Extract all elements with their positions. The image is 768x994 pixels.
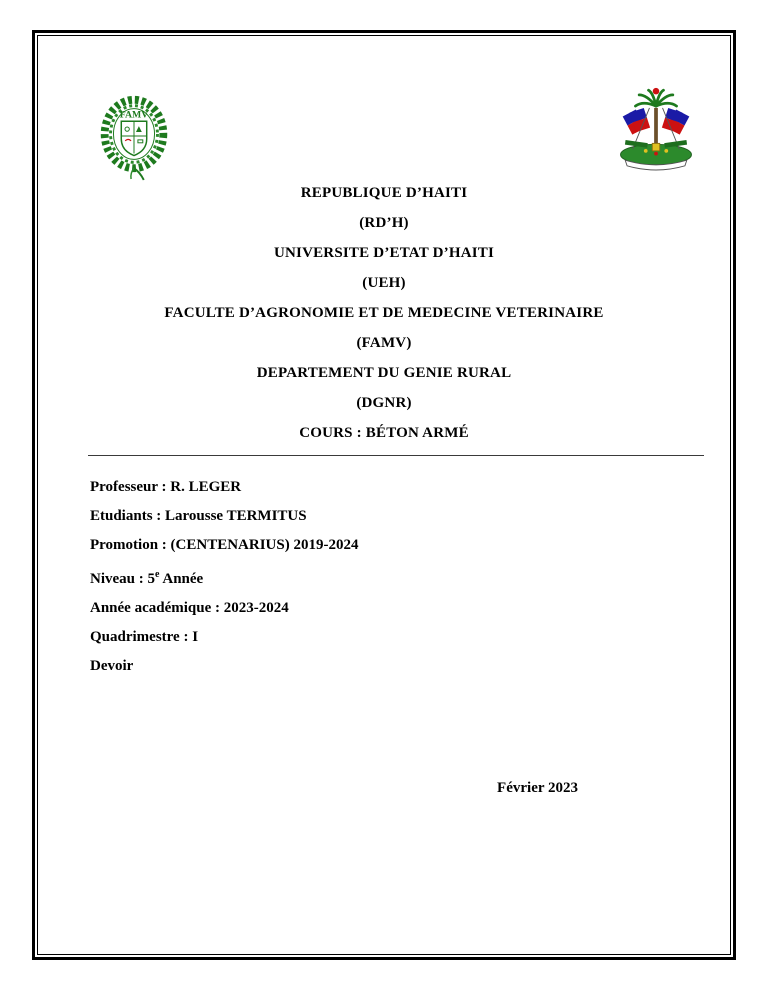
header-line-ueh: (UEH) — [362, 275, 406, 291]
page-border-inner — [37, 35, 731, 955]
info-line-promotion: Promotion : (CENTENARIUS) 2019-2024 — [90, 537, 359, 553]
info-line-quadrimestre: Quadrimestre : I — [90, 629, 199, 645]
famv-logo-icon — [90, 84, 178, 184]
header-line-faculte: FACULTE D’AGRONOMIE ET DE MEDECINE VETERINAIRE — [164, 305, 604, 321]
header-line-dgnr: (DGNR) — [356, 395, 412, 411]
header-line-rdh: (RD’H) — [359, 215, 409, 231]
footer-date: Février 2023 — [497, 780, 578, 796]
page-border-outer — [32, 30, 736, 960]
niveau-suffix: Année — [159, 571, 204, 587]
header-line-cours: COURS : BÉTON ARMÉ — [299, 425, 469, 441]
famv-logo — [90, 84, 178, 184]
info-line-devoir: Devoir — [90, 658, 134, 674]
info-line-niveau — [90, 560, 690, 594]
header-line-departement: DEPARTEMENT DU GENIE RURAL — [256, 365, 512, 381]
info-line-annee-academique: Année académique : 2023-2024 — [90, 600, 289, 616]
header-line-republique: REPUBLIQUE D’HAITI — [300, 185, 468, 201]
niveau-superscript: e — [155, 569, 160, 580]
info-block — [90, 473, 690, 681]
svg-text:FAMV: FAMV — [119, 109, 149, 121]
niveau-prefix: Niveau : 5 — [90, 571, 155, 587]
haiti-coat-of-arms-icon — [614, 82, 698, 174]
separator-rule — [88, 455, 704, 456]
info-line-etudiants: Etudiants : Larousse TERMITUS — [90, 508, 307, 524]
header-block — [38, 178, 730, 448]
haiti-coat-of-arms — [614, 82, 698, 174]
header-line-universite: UNIVERSITE D’ETAT D’HAITI — [273, 245, 495, 261]
info-line-professeur: Professeur : R. LEGER — [90, 479, 242, 495]
header-line-famv: (FAMV) — [356, 335, 412, 351]
